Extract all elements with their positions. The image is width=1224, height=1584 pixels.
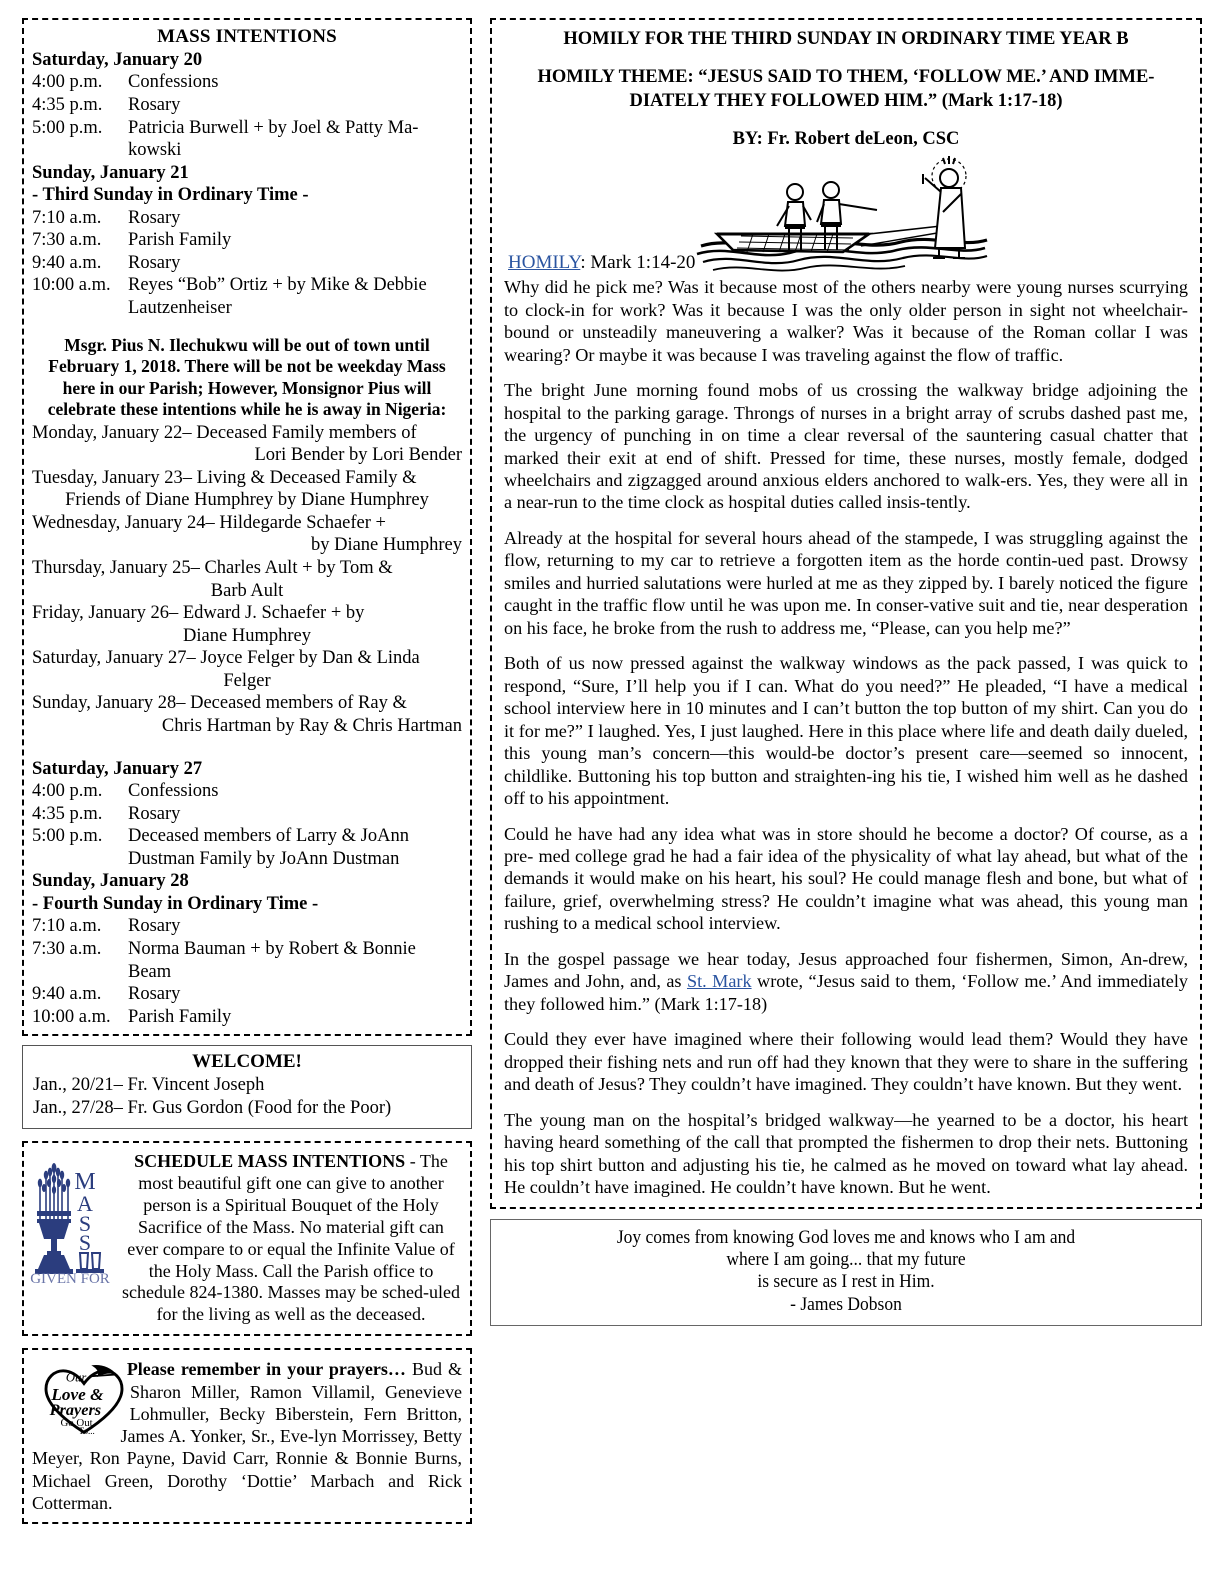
mass-entry xyxy=(32,71,462,94)
entry-desc: Rosary xyxy=(128,207,181,228)
day-subtitle: - Fourth Sunday in Ordinary Time - xyxy=(32,893,319,914)
weekday-line2: Chris Hartman by Ray & Chris Hartman xyxy=(161,715,462,736)
weekday-line1: Wednesday, January 24– Hildegarde Schaefer + xyxy=(32,512,386,533)
gospel-text-pre: In the gospel passage we hear today, Jesus approached four fishermen, Simon, An-drew, James and John, and, as xyxy=(504,948,1188,992)
entry-continuation: Beam xyxy=(128,961,172,982)
homily-paragraph: The young man on the hospital’s bridged walkway—he yearned to be a doctor, his heart having heard something of the call that prompted the fishermen to drop their nets. Buttoning his top shirt button and adjusting his tie, he calmed as he moved on toward what lay ahead. He couldn’t have imagined. He couldn’t have known. But he went. xyxy=(504,1109,1188,1198)
given-for-label: GIVEN FOR xyxy=(30,1271,110,1286)
homily-citation: : Mark 1:14-20 xyxy=(580,252,696,274)
love-prayers-heart-icon xyxy=(38,1360,130,1436)
two-column-layout xyxy=(22,18,1202,1566)
logo-prayers: Prayers xyxy=(49,1400,102,1420)
homily-paragraph: Both of us now pressed against the walkway windows as the pack passed, I was quick to respond, “Sure, I’ll help you if I can. What do you need?” He pleaded, “I have a medical school interview here in 10 minutes and I can’t button the top button of my shirt. Can you do it for me?” I laughed. Yes, I just laughed. Here in this place where life and death daily dueled, this young man’s concern—this would-be doctor’s present care—seemed so innocent, childlike. Buttoning his top button and straighten-ing his tie, I wished him well as he dashed off to his appointment. xyxy=(504,653,1188,809)
homily-theme: HOMILY THEME: “JESUS SAID TO THEM, ‘FOLLOW ME.’ AND IMME-DIATELY THEY FOLLOWED HIM.” (Mark 1:17-18) xyxy=(537,67,1155,112)
homily-reference xyxy=(508,252,695,274)
weekday-line2: Friends of Diane Humphrey by Diane Humphrey xyxy=(65,490,429,511)
entry-desc: Rosary xyxy=(128,94,181,115)
weekday-line1: Saturday, January 27– Joyce Felger by Dan & Linda xyxy=(32,648,420,669)
entry-time: 5:00 p.m. xyxy=(32,826,103,847)
weekday-intention xyxy=(32,692,462,737)
right-column xyxy=(490,18,1202,1566)
weekday-line1: Thursday, January 25– Charles Ault + by Tom & xyxy=(32,558,393,579)
entry-desc: Reyes “Bob” Ortiz + by Mike & Debbie xyxy=(128,275,427,296)
mass-given-for-logo xyxy=(30,1151,116,1290)
jesus-calling-fishermen-icon xyxy=(693,150,993,278)
mass-entry xyxy=(32,983,462,1006)
day-title: Sunday, January 28 xyxy=(32,871,189,892)
mass-entry xyxy=(32,117,462,140)
homily-gospel-paragraph xyxy=(504,948,1188,1015)
entry-time: 7:30 a.m. xyxy=(32,939,102,960)
quote-line: where I am going... that my future xyxy=(726,1248,966,1270)
entry-desc: Patricia Burwell + by Joel & Patty Ma- xyxy=(128,117,419,138)
entry-time: 4:00 p.m. xyxy=(32,781,103,802)
quote-attribution: - James Dobson xyxy=(790,1293,902,1315)
entry-time: 7:10 a.m. xyxy=(32,916,102,937)
homily-link[interactable]: HOMILY xyxy=(508,252,581,274)
entry-time: 5:00 p.m. xyxy=(32,117,103,138)
schedule-mass-intentions-box xyxy=(22,1141,472,1336)
weekday-intention xyxy=(32,602,462,647)
mass-day-block xyxy=(32,49,462,162)
entry-continuation: kowski xyxy=(128,140,182,161)
gospel-text-post: wrote, “Jesus said to them, ‘Follow me.’ And immediately they followed him.” (Mark 1:17-18) xyxy=(504,971,1188,1014)
mass-day-block xyxy=(32,758,462,871)
day-title: Saturday, January 27 xyxy=(32,758,203,779)
schedule-mass-dash: - xyxy=(405,1151,420,1172)
entry-continuation: Dustman Family by JoAnn Dustman xyxy=(128,848,400,869)
mass-entry xyxy=(32,915,462,938)
weekday-intention xyxy=(32,422,462,467)
entry-time: 7:30 a.m. xyxy=(32,230,102,251)
entry-time: 4:00 p.m. xyxy=(32,72,103,93)
mass-entry xyxy=(32,938,462,961)
weekday-line2: Barb Ault xyxy=(210,580,284,601)
svg-text:S: S xyxy=(78,1211,92,1237)
homily-paragraph: Already at the hospital for several hours ahead of the stampede, I was struggling against the flow, returning to my car to retrieve a forgotten item as the horde contin-ued past. Drowsy smiles and hurried salutations were hurled at me as they zipped by. I barely noticed the figure caught in the traffic flow until he was upon me. In conser-vative suit and tie, near desperation on his face, he broke from the rush to address me, “Please, can you help me?” xyxy=(504,527,1188,638)
welcome-title: WELCOME! xyxy=(192,1051,302,1073)
entry-desc: Norma Bauman + by Robert & Bonnie xyxy=(128,939,416,960)
welcome-line: Jan., 20/21– Fr. Vincent Joseph xyxy=(33,1075,265,1096)
entry-time: 7:10 a.m. xyxy=(32,207,102,228)
entry-time: 10:00 a.m. xyxy=(32,275,111,296)
mass-entry xyxy=(32,825,462,848)
mass-day-block xyxy=(32,870,462,1028)
day-title: Saturday, January 20 xyxy=(32,49,203,70)
homily-author: BY: Fr. Robert deLeon, CSC xyxy=(732,129,960,150)
quote-box xyxy=(490,1219,1202,1327)
homily-box xyxy=(490,18,1202,1209)
weekday-line2: Felger xyxy=(223,670,271,691)
weekday-intention xyxy=(32,647,462,692)
weekday-line1: Friday, January 26– Edward J. Schaefer + by xyxy=(32,603,365,624)
welcome-box xyxy=(22,1045,472,1129)
svg-text:S: S xyxy=(78,1230,92,1256)
logo-love: Love & xyxy=(51,1385,104,1405)
weekday-intentions-list xyxy=(32,422,462,738)
prayer-names: Bud & Sharon Miller, Ramon Villamil, Genevieve Lohmuller, Becky Biberstein, Fern Britton, James A. Yonker, Sr., Eve-lyn Morrissey, Betty Meyer, Ron Payne, David Carr, Ronnie & Bonnie Burns, Michael Green, Dorothy ‘Dottie’ Marbach and Rick Cotterman. xyxy=(32,1359,462,1514)
mass-entry xyxy=(32,1006,462,1029)
mass-entry xyxy=(32,207,462,230)
weekday-line1: Sunday, January 28– Deceased members of Ray & xyxy=(32,693,407,714)
quote-line: Joy comes from knowing God loves me and knows who I am and xyxy=(616,1226,1076,1248)
day-subtitle: - Third Sunday in Ordinary Time - xyxy=(32,185,309,206)
prayer-text-wrap xyxy=(32,1358,462,1514)
entry-desc: Confessions xyxy=(128,781,219,802)
left-column xyxy=(22,18,472,1566)
weekday-intention xyxy=(32,467,462,512)
mass-intentions-box xyxy=(22,18,472,1036)
mass-day-block xyxy=(32,162,462,320)
mass-entry xyxy=(32,94,462,117)
fishermen-illustration-row xyxy=(504,154,1188,276)
quote-line: is secure as I rest in Him. xyxy=(757,1271,935,1293)
homily-title: HOMILY FOR THE THIRD SUNDAY IN ORDINARY TIME YEAR B xyxy=(563,29,1129,49)
entry-time: 4:35 p.m. xyxy=(32,803,103,824)
weekday-intention xyxy=(32,557,462,602)
mass-intentions-title: MASS INTENTIONS xyxy=(157,26,337,47)
welcome-line: Jan., 27/28– Fr. Gus Gordon (Food for the Poor) xyxy=(33,1098,392,1119)
st-mark-link[interactable]: St. Mark xyxy=(686,971,752,992)
entry-desc: Confessions xyxy=(128,72,219,93)
entry-time: 10:00 a.m. xyxy=(32,1006,111,1027)
schedule-mass-row xyxy=(30,1151,460,1326)
weekday-line1: Monday, January 22– Deceased Family members of xyxy=(32,422,417,443)
chalice-wheat-icon xyxy=(30,1157,116,1285)
pastor-absence-notice: Msgr. Pius N. Ilechukwu will be out of town until February 1, 2018. There will be not be weekday Mass here in our Parish; However, Monsignor Pius will celebrate these intentions while he is away in Nigeria: xyxy=(47,334,447,420)
schedule-mass-text xyxy=(122,1151,460,1326)
mass-entry xyxy=(32,780,462,803)
svg-text:A: A xyxy=(77,1191,93,1217)
logo-go-out: Go Out xyxy=(60,1417,93,1430)
entry-time: 9:40 a.m. xyxy=(32,252,102,273)
schedule-mass-body: The most beautiful gift one can give to another person is a Spiritual Bouquet of the Holy Sacrifice of the Mass. No material gift can ever compare to or equal the Infinite Value of the Holy Mass. Call the Parish office to schedule 824-1380. Masses may be sched-uled for the living as well as the deceased. xyxy=(122,1151,460,1325)
homily-paragraph: Why did he pick me? Was it because most of the others nearby were young nurses scurrying to clock-in for work? Was it because I was the only older person in sight not wheelchair-bound or unsteadily maneuvering a walker? Was it because of the Roman collar I was wearing? Or maybe it was because I was traveling against the flow of traffic. xyxy=(504,277,1188,365)
entry-time: 9:40 a.m. xyxy=(32,984,102,1005)
logo-to: To... xyxy=(78,1426,95,1437)
svg-text:M: M xyxy=(74,1169,96,1196)
entry-desc: Rosary xyxy=(128,916,181,937)
entry-time: 4:35 p.m. xyxy=(32,94,103,115)
mass-entry xyxy=(32,252,462,275)
entry-desc: Parish Family xyxy=(128,230,232,251)
entry-desc: Rosary xyxy=(128,984,181,1005)
weekday-line1: Tuesday, January 23– Living & Deceased Family & xyxy=(32,467,417,488)
schedule-mass-heading: SCHEDULE MASS INTENTIONS xyxy=(134,1151,406,1172)
prayer-heading: Please remember in your prayers… xyxy=(126,1359,406,1380)
day-title: Sunday, January 21 xyxy=(32,162,189,183)
spacer xyxy=(32,738,462,758)
entry-desc: Deceased members of Larry & JoAnn xyxy=(128,826,409,847)
prayer-list-box xyxy=(22,1348,472,1524)
homily-paragraph: The bright June morning found mobs of us crossing the walkway bridge adjoining the hospital to the parking garage. Throngs of nurses in a bright array of scrubs dashed past me, the urgency of punching in on time a clear reversal of the sauntering casual chatter that marked their exit at end of shift. Pressed for time, these nurses, mostly female, dodged wheelchairs and zigzagged around anxious elders anchored to walk-ers. Yes, they were all in a near-run to the time clock as hospital duties called insis-tently. xyxy=(504,380,1188,513)
weekday-line2: by Diane Humphrey xyxy=(310,535,462,556)
entry-desc: Rosary xyxy=(128,803,181,824)
entry-continuation: Lautzenheiser xyxy=(128,298,232,319)
homily-paragraph: Could they ever have imagined where their following would lead them? Would they have dropped their fishing nets and run off had they known that they were to share in the suffering and death of Jesus? They couldn’t have imagined. They couldn’t have known. But they went. xyxy=(504,1029,1188,1095)
weekday-line2: Lori Bender by Lori Bender xyxy=(254,445,462,466)
entry-desc: Parish Family xyxy=(128,1006,232,1027)
entry-desc: Rosary xyxy=(128,252,181,273)
mass-entry xyxy=(32,229,462,252)
weekday-intention xyxy=(32,512,462,557)
logo-our: Our xyxy=(65,1370,87,1385)
mass-entry xyxy=(32,274,462,297)
mass-entry xyxy=(32,803,462,826)
homily-paragraph: Could he have had any idea what was in store should he become a doctor? Of course, as a pre- med college grad he had a fair idea of the physicality of what lay ahead, but what of the demands it would make on his heart, his soul? He could manage flesh and bone, but what of failure, grief, overwhelming stress? He couldn’t imagine what was ahead, this young man rushing to a medical school interview. xyxy=(504,823,1188,934)
weekday-line2: Diane Humphrey xyxy=(183,625,311,646)
